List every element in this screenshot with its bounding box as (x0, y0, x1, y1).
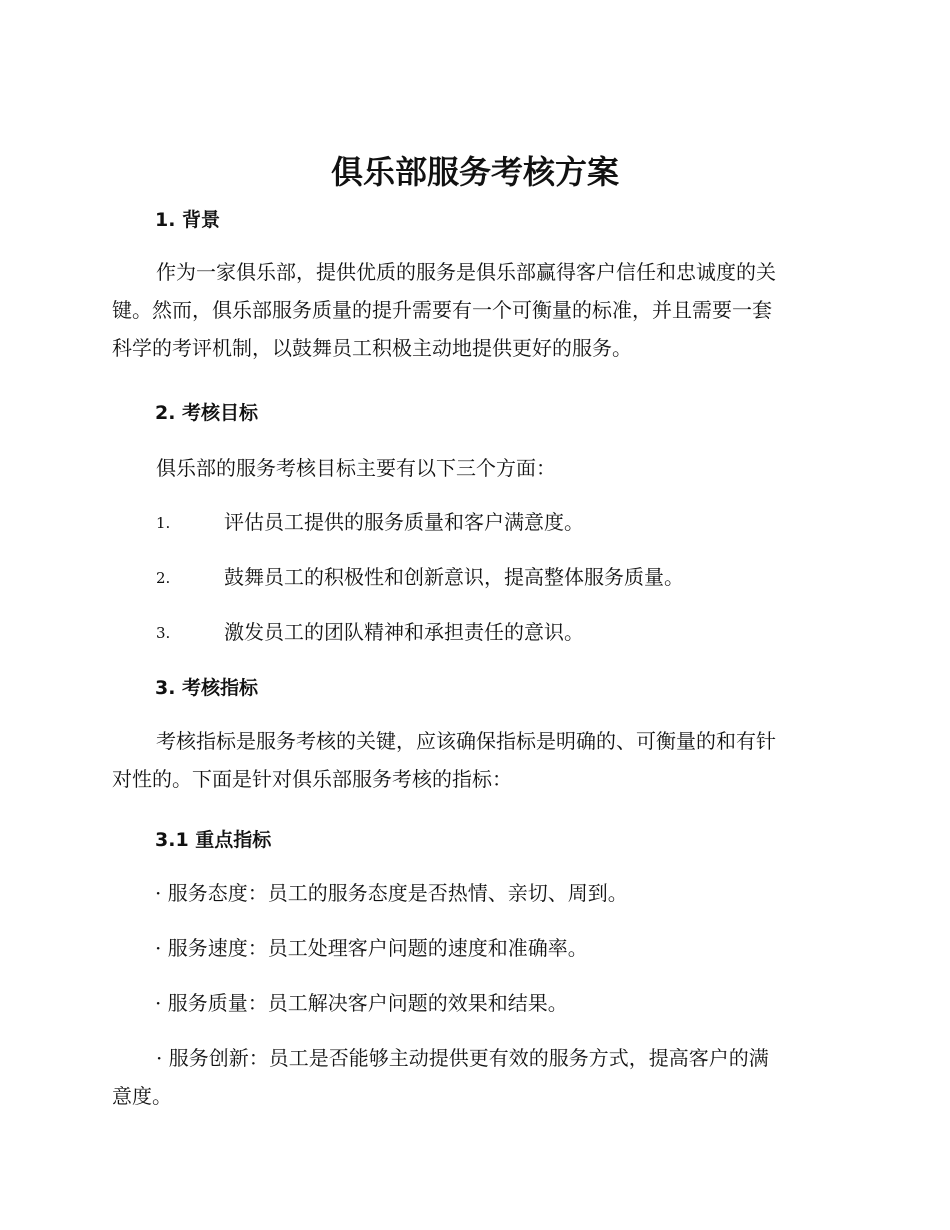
document-title: 俱乐部服务考核方案 (330, 153, 619, 191)
metrics-paragraph (112, 725, 842, 796)
paragraph-line: 作为一家俱乐部，提供优质的服务是俱乐部赢得客户信任和忠诚度的关 (156, 260, 776, 284)
section-heading-metrics: 3. 考核指标 (155, 677, 259, 699)
bullet-item-multiline (112, 1042, 842, 1113)
list-item: 激发员工的团队精神和承担责任的意识。 (224, 620, 584, 644)
paragraph-line: 俱乐部的服务考核目标主要有以下三个方面： (156, 456, 556, 480)
list-number: 1. (156, 514, 171, 532)
bullet-item: · 服务速度：员工处理客户问题的速度和准确率。 (155, 936, 588, 960)
list-item: 评估员工提供的服务质量和客户满意度。 (224, 510, 584, 534)
paragraph-line: 键。然而，俱乐部服务质量的提升需要有一个可衡量的标准，并且需要一套 (112, 298, 772, 322)
bullet-item: · 服务态度：员工的服务态度是否热情、亲切、周到。 (155, 881, 628, 905)
bullet-item: · 服务质量：员工解决客户问题的效果和结果。 (155, 991, 568, 1015)
list-item: 鼓舞员工的积极性和创新意识，提高整体服务质量。 (224, 565, 684, 589)
subsection-heading-key-metrics: 3.1 重点指标 (155, 829, 272, 851)
section-heading-background: 1. 背景 (155, 209, 221, 231)
list-number: 2. (156, 569, 171, 587)
background-paragraph (112, 256, 842, 365)
paragraph-line: 对性的。下面是针对俱乐部服务考核的指标： (112, 767, 512, 791)
paragraph-line: 意度。 (112, 1084, 172, 1108)
paragraph-line: 考核指标是服务考核的关键，应该确保指标是明确的、可衡量的和有针 (156, 729, 776, 753)
paragraph-line: 科学的考评机制，以鼓舞员工积极主动地提供更好的服务。 (112, 336, 632, 360)
goals-intro (112, 452, 842, 485)
paragraph-line: · 服务创新：员工是否能够主动提供更有效的服务方式，提高客户的满 (156, 1046, 769, 1070)
section-heading-goals: 2. 考核目标 (155, 402, 259, 424)
list-number: 3. (156, 624, 171, 642)
